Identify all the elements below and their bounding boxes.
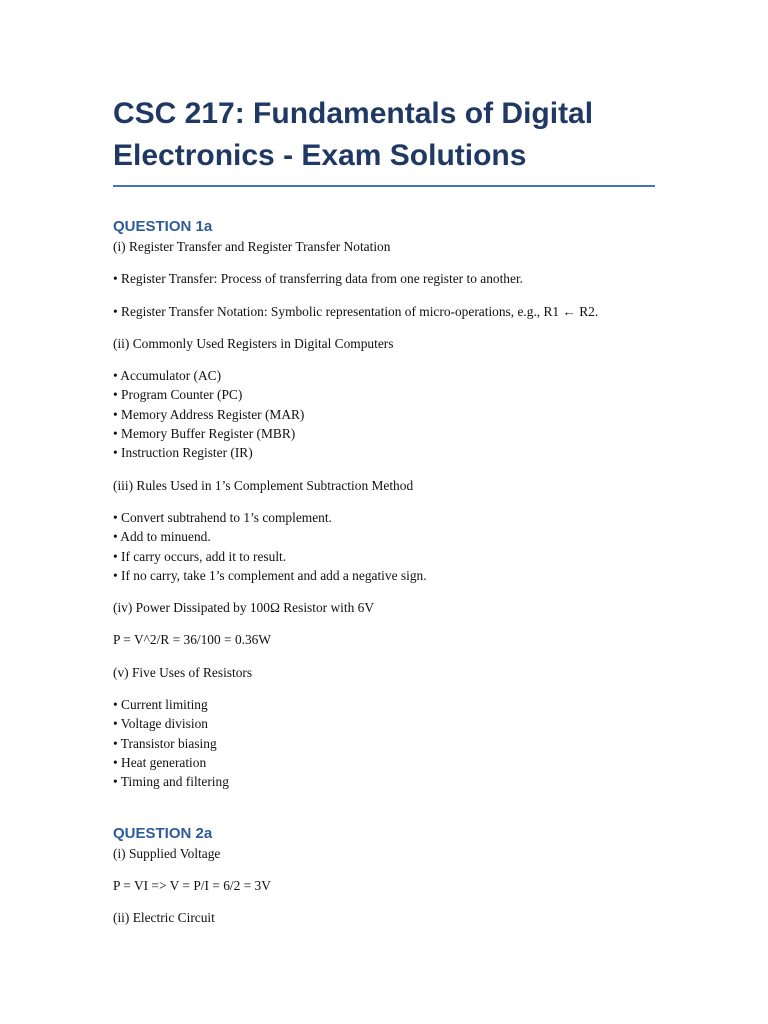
list-item: • Heat generation	[113, 754, 207, 770]
list-item: • Voltage division	[113, 716, 208, 732]
q2a-part-ii: (ii) Electric Circuit	[113, 910, 215, 926]
list-item: • Instruction Register (IR)	[113, 445, 253, 461]
q1a-part-v: (v) Five Uses of Resistors	[113, 664, 253, 680]
question-2a-heading: QUESTION 2a	[113, 824, 213, 842]
title-line-2: Electronics - Exam Solutions	[113, 139, 527, 172]
q2a-part-i: (i) Supplied Voltage	[113, 845, 221, 861]
list-item: • Add to minuend.	[113, 529, 211, 545]
list-item: • Memory Address Register (MAR)	[113, 406, 305, 422]
registers-list	[113, 366, 658, 462]
register-transfer-definition: • Register Transfer: Process of transferring data from one register to another.	[113, 271, 524, 287]
list-item: • Convert subtrahend to 1’s complement.	[113, 509, 332, 525]
list-item: • If no carry, take 1’s complement and add a negative sign.	[113, 567, 427, 583]
resistor-uses-list	[113, 695, 658, 791]
document-title	[113, 93, 655, 187]
q1a-part-i: (i) Register Transfer and Register Transfer Notation	[113, 239, 391, 254]
voltage-formula: P = VI => V = P/I = 6/2 = 3V	[113, 877, 271, 893]
title-line-1: CSC 217: Fundamentals of Digital	[113, 97, 594, 130]
q1a-part-iii: (iii) Rules Used in 1’s Complement Subtraction Method	[113, 477, 414, 493]
list-item: • Program Counter (PC)	[113, 387, 243, 403]
document-page	[113, 93, 658, 927]
question-1a-heading: QUESTION 1a	[113, 218, 213, 235]
register-transfer-notation-definition: • Register Transfer Notation: Symbolic representation of micro-operations, e.g., R1 ← R2.	[113, 303, 599, 319]
rules-list	[113, 508, 658, 585]
list-item: • Accumulator (AC)	[113, 368, 222, 384]
q1a-part-iv: (iv) Power Dissipated by 100Ω Resistor with 6V	[113, 600, 375, 616]
list-item: • Transistor biasing	[113, 735, 217, 751]
list-item: • Timing and filtering	[113, 774, 229, 790]
list-item: • If carry occurs, add it to result.	[113, 548, 287, 564]
power-formula: P = V^2/R = 36/100 = 0.36W	[113, 632, 272, 648]
list-item: • Memory Buffer Register (MBR)	[113, 426, 296, 442]
list-item: • Current limiting	[113, 697, 208, 713]
q1a-part-ii: (ii) Commonly Used Registers in Digital Computers	[113, 335, 394, 351]
